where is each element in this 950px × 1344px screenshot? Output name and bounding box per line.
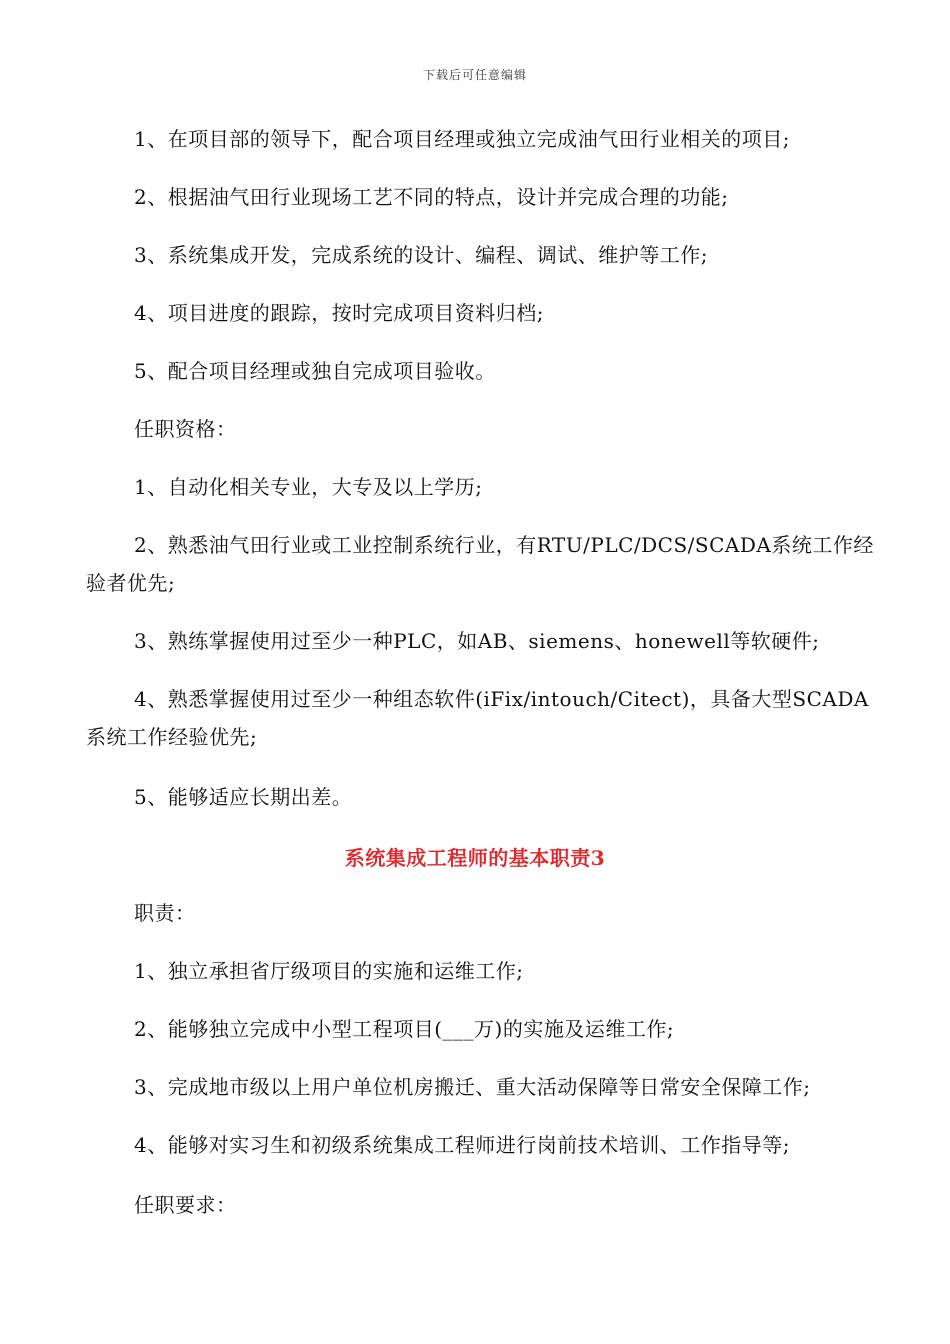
duties-label: 职责：: [134, 901, 196, 925]
duty-item-3: 3、完成地市级以上用户单位机房搬迁、重大活动保障等日常安全保障工作;: [134, 1075, 811, 1099]
qualification-item-4: 4、熟悉掌握使用过至少一种组态软件(iFix/intouch/Citect)，具备大型SCADA系统工作经验优先;: [86, 687, 869, 749]
qualification-item-2: 2、熟悉油气田行业或工业控制系统行业，有RTU/PLC/DCS/SCADA系统工作经验者优先;: [86, 533, 874, 595]
qualifications-label: 任职资格：: [134, 417, 237, 441]
duty-item-2: 2、根据油气田行业现场工艺不同的特点，设计并完成合理的功能;: [134, 185, 729, 209]
duty-item-4: 4、能够对实习生和初级系统集成工程师进行岗前技术培训、工作指导等;: [134, 1133, 790, 1157]
qualification-item-5: 5、能够适应长期出差。: [134, 785, 353, 809]
duty-item-5: 5、配合项目经理或独自完成项目验收。: [134, 359, 496, 383]
page-header: 下载后可任意编辑: [422, 68, 527, 82]
duty-item-4: 4、项目进度的跟踪，按时完成项目资料归档;: [134, 301, 544, 325]
duty-item-1: 1、在项目部的领导下，配合项目经理或独立完成油气田行业相关的项目;: [134, 127, 790, 151]
duty-item-3: 3、系统集成开发，完成系统的设计、编程、调试、维护等工作;: [134, 243, 708, 267]
duty-item-1: 1、独立承担省厅级项目的实施和运维工作;: [134, 959, 524, 983]
qualification-item-3: 3、熟练掌握使用过至少一种PLC，如AB、siemens、honewell等软硬件;: [134, 629, 820, 653]
qualification-item-1: 1、自动化相关专业，大专及以上学历;: [134, 475, 483, 499]
duty-item-2: 2、能够独立完成中小型工程项目(___万)的实施及运维工作;: [134, 1017, 675, 1041]
requirements-label: 任职要求：: [134, 1193, 237, 1217]
section-title: 系统集成工程师的基本职责3: [344, 846, 606, 870]
